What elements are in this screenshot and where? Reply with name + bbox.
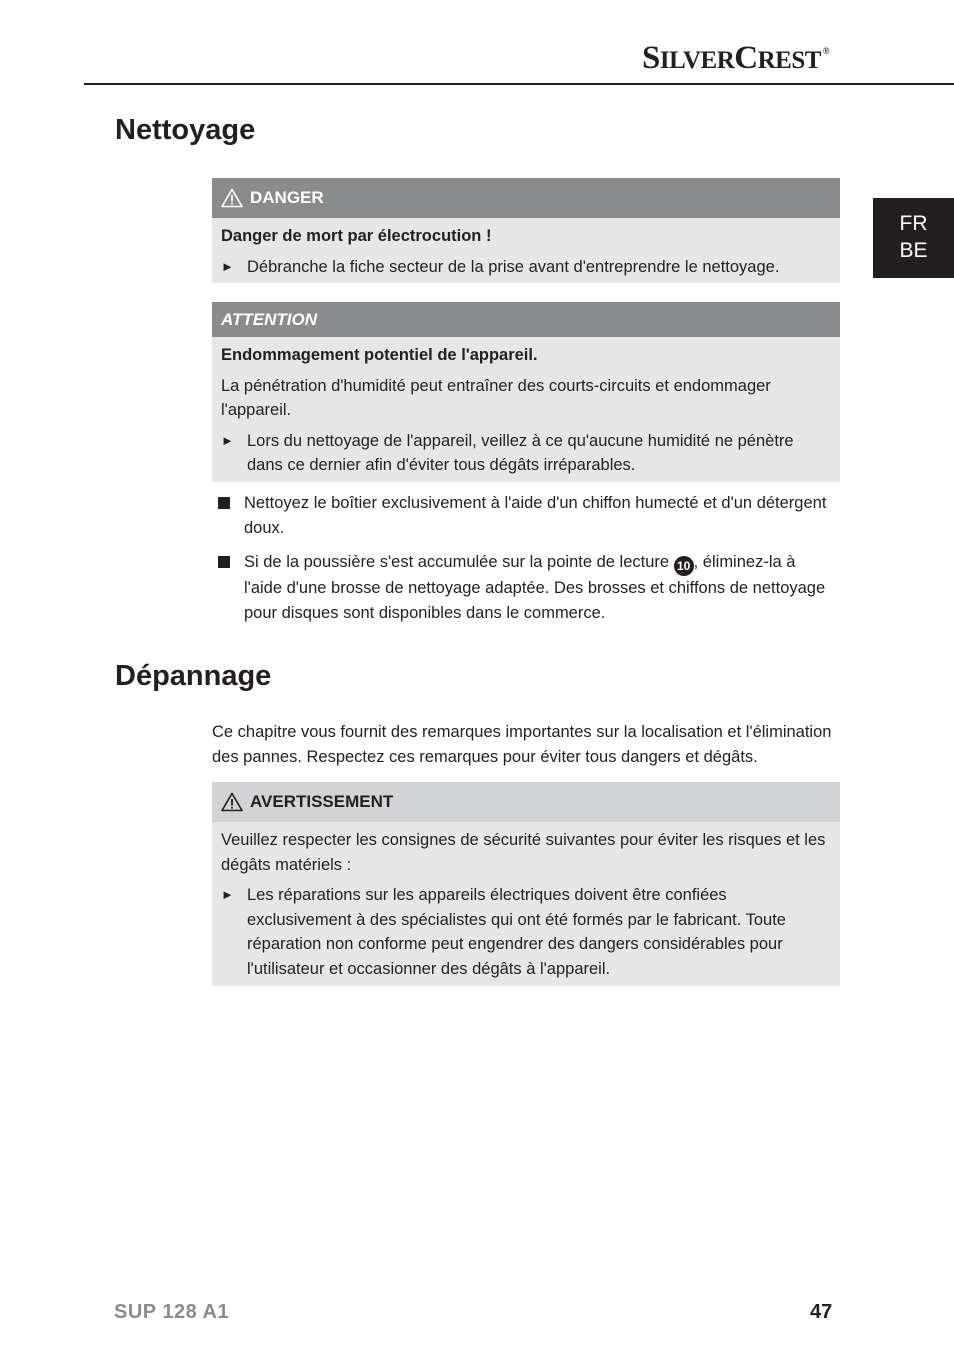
attention-header xyxy=(212,302,840,337)
section-title-depannage: Dépannage xyxy=(115,660,272,692)
section-title-nettoyage: Nettoyage xyxy=(115,114,256,146)
warning-box xyxy=(212,782,840,986)
attention-heading: Endommagement potentiel de l'appareil. xyxy=(221,346,538,364)
danger-box xyxy=(212,178,840,283)
list-item: Si de la poussière s'est accumulée sur la pointe de lecture 10 , éliminez-la à l'aide d'une brosse de nettoyage adaptée. Des brosses et chiffons de nettoyage pour disques sont disponibles dans le commerce. xyxy=(218,550,838,625)
attention-bullet: ► Lors du nettoyage de l'appareil, veillez à ce qu'aucune humidité ne pénètre dans ce dernier afin d'éviter tous dégâts irréparables. xyxy=(221,429,830,478)
header-rule xyxy=(84,83,954,85)
page-number: 47 xyxy=(810,1301,833,1323)
warning-text: Veuillez respecter les consignes de sécurité suivantes pour éviter les risques et les dégâts matériels : xyxy=(221,831,826,874)
warning-header xyxy=(212,782,840,822)
danger-label: DANGER xyxy=(250,188,324,207)
language-be: BE xyxy=(899,239,928,262)
list-item: Nettoyez le boîtier exclusivement à l'aide d'un chiffon humecté et d'un détergent doux. xyxy=(218,491,838,540)
attention-text: La pénétration d'humidité peut entraîner des courts-circuits et endommager l'appareil. xyxy=(221,376,771,419)
attention-label: ATTENTION xyxy=(221,309,318,329)
attention-box xyxy=(212,302,840,482)
warning-triangle-icon xyxy=(221,792,243,812)
brand-logo: SILVERCREST ® xyxy=(642,40,830,76)
square-bullet-icon xyxy=(218,497,230,509)
arrow-right-icon: ► xyxy=(221,432,234,448)
language-tab xyxy=(873,198,954,278)
danger-heading: Danger de mort par électrocution ! xyxy=(221,227,492,245)
depannage-intro: Ce chapitre vous fournit des remarques importantes sur la localisation et l'élimination des pannes. Respectez ces remarques pour éviter tous dangers et dégâts. xyxy=(212,723,832,766)
footer-model: SUP 128 A1 xyxy=(114,1301,230,1323)
danger-bullet: ► Débranche la fiche secteur de la prise avant d'entreprendre le nettoyage. xyxy=(221,255,830,280)
warning-label: AVERTISSEMENT xyxy=(250,792,394,811)
cleaning-list xyxy=(218,491,838,635)
language-fr: FR xyxy=(899,212,928,235)
danger-header xyxy=(212,178,840,218)
arrow-right-icon: ► xyxy=(221,887,234,902)
arrow-right-icon: ► xyxy=(221,258,234,274)
warning-bullet: ► Les réparations sur les appareils électriques doivent être confiées exclusivement à des spécialistes qui ont été formés par le fabricant. Toute réparation non conforme peut engendrer des dangers considérables pour l'utilisateur et occasionner des dégâts à l'appareil. xyxy=(221,883,830,981)
reference-number-badge: 10 xyxy=(674,556,694,576)
warning-triangle-icon xyxy=(221,188,243,208)
square-bullet-icon xyxy=(218,556,230,568)
